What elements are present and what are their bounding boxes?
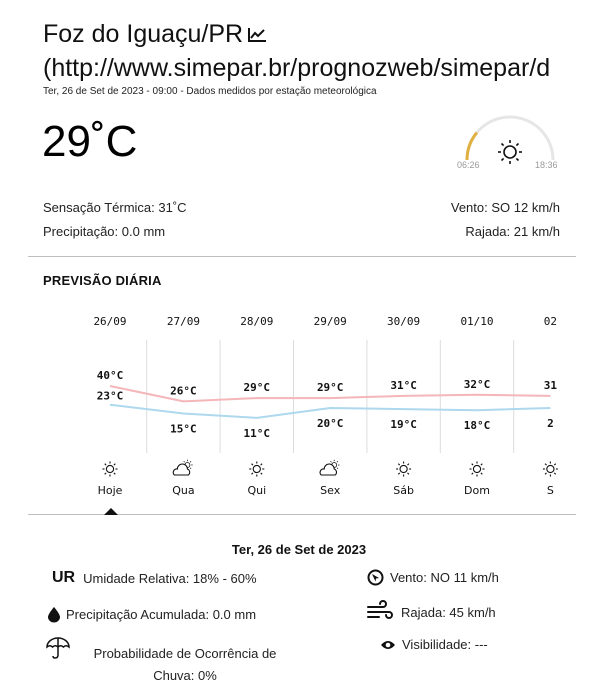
sun-arc-rest bbox=[467, 117, 553, 160]
forecast-weekday: Sáb bbox=[393, 484, 414, 497]
forecast-weekday: Qua bbox=[172, 484, 195, 497]
precip-acc-text: Precipitação Acumulada: 0.0 mm bbox=[66, 607, 257, 622]
visibility-text: Visibilidade: --- bbox=[402, 637, 488, 652]
humidity-text: Umidade Relativa: 18% - 60% bbox=[83, 570, 257, 586]
sun-icon bbox=[396, 462, 411, 477]
chart-line-icon[interactable] bbox=[247, 27, 267, 43]
precipitation: Precipitação: 0.0 mm bbox=[43, 224, 166, 239]
forecast-weekday: Sex bbox=[320, 484, 341, 497]
sunset-time: 18:36 bbox=[535, 160, 558, 170]
forecast-min-temp: 2 bbox=[547, 417, 554, 430]
forecast-min-temp: 18°C bbox=[463, 419, 491, 433]
detail-wind-text: Vento: NO 11 km/h bbox=[390, 570, 499, 585]
forecast-min-temp: 15°C bbox=[170, 422, 197, 436]
current-temperature: 29˚C bbox=[42, 117, 138, 166]
sunrise-time: 06:26 bbox=[457, 160, 480, 170]
feels-like: Sensação Térmica: 31˚C bbox=[43, 200, 187, 215]
visibility-row bbox=[380, 637, 488, 652]
forecast-date: 27/09 bbox=[166, 315, 200, 328]
min-temp-line bbox=[110, 405, 550, 418]
city-title bbox=[43, 18, 267, 50]
droplet-icon bbox=[48, 607, 60, 622]
forecast-date: 28/09 bbox=[240, 315, 274, 328]
forecast-max-temp: 40°C bbox=[96, 369, 124, 382]
forecast-min-temp: 20°C bbox=[316, 417, 344, 430]
eye-icon bbox=[380, 639, 396, 651]
sun-icon bbox=[543, 462, 558, 477]
forecast-min-temp: 11°C bbox=[243, 426, 271, 440]
forecast-weekday: Hoje bbox=[97, 484, 123, 497]
wind: Vento: SO 12 km/h bbox=[450, 200, 560, 215]
forecast-max-temp: 29°C bbox=[243, 381, 271, 395]
partly-cloudy-icon bbox=[173, 460, 192, 475]
forecast-weekday: Qui bbox=[247, 484, 267, 497]
forecast-max-temp: 31°C bbox=[390, 378, 417, 392]
forecast-min-temp: 23°C bbox=[96, 389, 124, 403]
daily-forecast-strip[interactable] bbox=[72, 308, 558, 508]
forecast-weekday: Dom bbox=[464, 484, 490, 497]
observation-subtitle: Ter, 26 de Set de 2023 - 09:00 - Dados medidos por estação meteorológica bbox=[43, 86, 377, 97]
sun-icon bbox=[498, 140, 522, 164]
sun-icon bbox=[249, 462, 264, 477]
precip-acc-row bbox=[48, 607, 256, 622]
sun-arc-active bbox=[467, 133, 477, 160]
forecast-date: 02 bbox=[543, 315, 558, 328]
detail-date: Ter, 26 de Set de 2023 bbox=[231, 542, 367, 557]
ur-tag: UR bbox=[52, 569, 76, 586]
city-title-text: Foz do Iguaçu/PR bbox=[43, 20, 244, 48]
forecast-chart bbox=[72, 308, 558, 508]
selected-day-indicator bbox=[104, 508, 118, 515]
gust: Rajada: 21 km/h bbox=[465, 224, 560, 239]
forecast-weekday: S bbox=[546, 484, 554, 497]
forecast-min-temp: 19°C bbox=[390, 418, 417, 432]
forecast-max-temp: 32°C bbox=[463, 377, 491, 391]
forecast-date: 26/09 bbox=[93, 315, 127, 328]
detail-gust-row bbox=[367, 602, 496, 622]
partly-cloudy-icon bbox=[320, 460, 339, 475]
source-link[interactable]: (http://www.simepar.br/prognozweb/simepar/d bbox=[43, 54, 551, 82]
wind-direction-icon bbox=[367, 569, 384, 586]
wind-gust-icon bbox=[367, 602, 395, 622]
forecast-date: 01/10 bbox=[460, 315, 494, 328]
humidity-row bbox=[52, 569, 257, 587]
rain-probability: Probabilidade de Ocorrência de Chuva: 0% bbox=[93, 646, 277, 683]
detail-wind-row bbox=[367, 569, 499, 586]
forecast-date: 30/09 bbox=[387, 315, 421, 328]
detail-gust-text: Rajada: 45 km/h bbox=[401, 604, 496, 620]
forecast-date: 29/09 bbox=[313, 315, 347, 328]
umbrella-icon bbox=[46, 637, 70, 659]
sun-icon bbox=[103, 462, 118, 477]
rain-prob-icon-row bbox=[46, 637, 76, 659]
forecast-max-temp: 26°C bbox=[170, 384, 197, 398]
divider-top bbox=[28, 256, 576, 257]
forecast-max-temp: 29°C bbox=[316, 381, 344, 395]
sun-icon bbox=[470, 462, 485, 477]
daily-forecast-title: PREVISÃO DIÁRIA bbox=[43, 273, 162, 288]
forecast-max-temp: 31 bbox=[543, 378, 558, 392]
